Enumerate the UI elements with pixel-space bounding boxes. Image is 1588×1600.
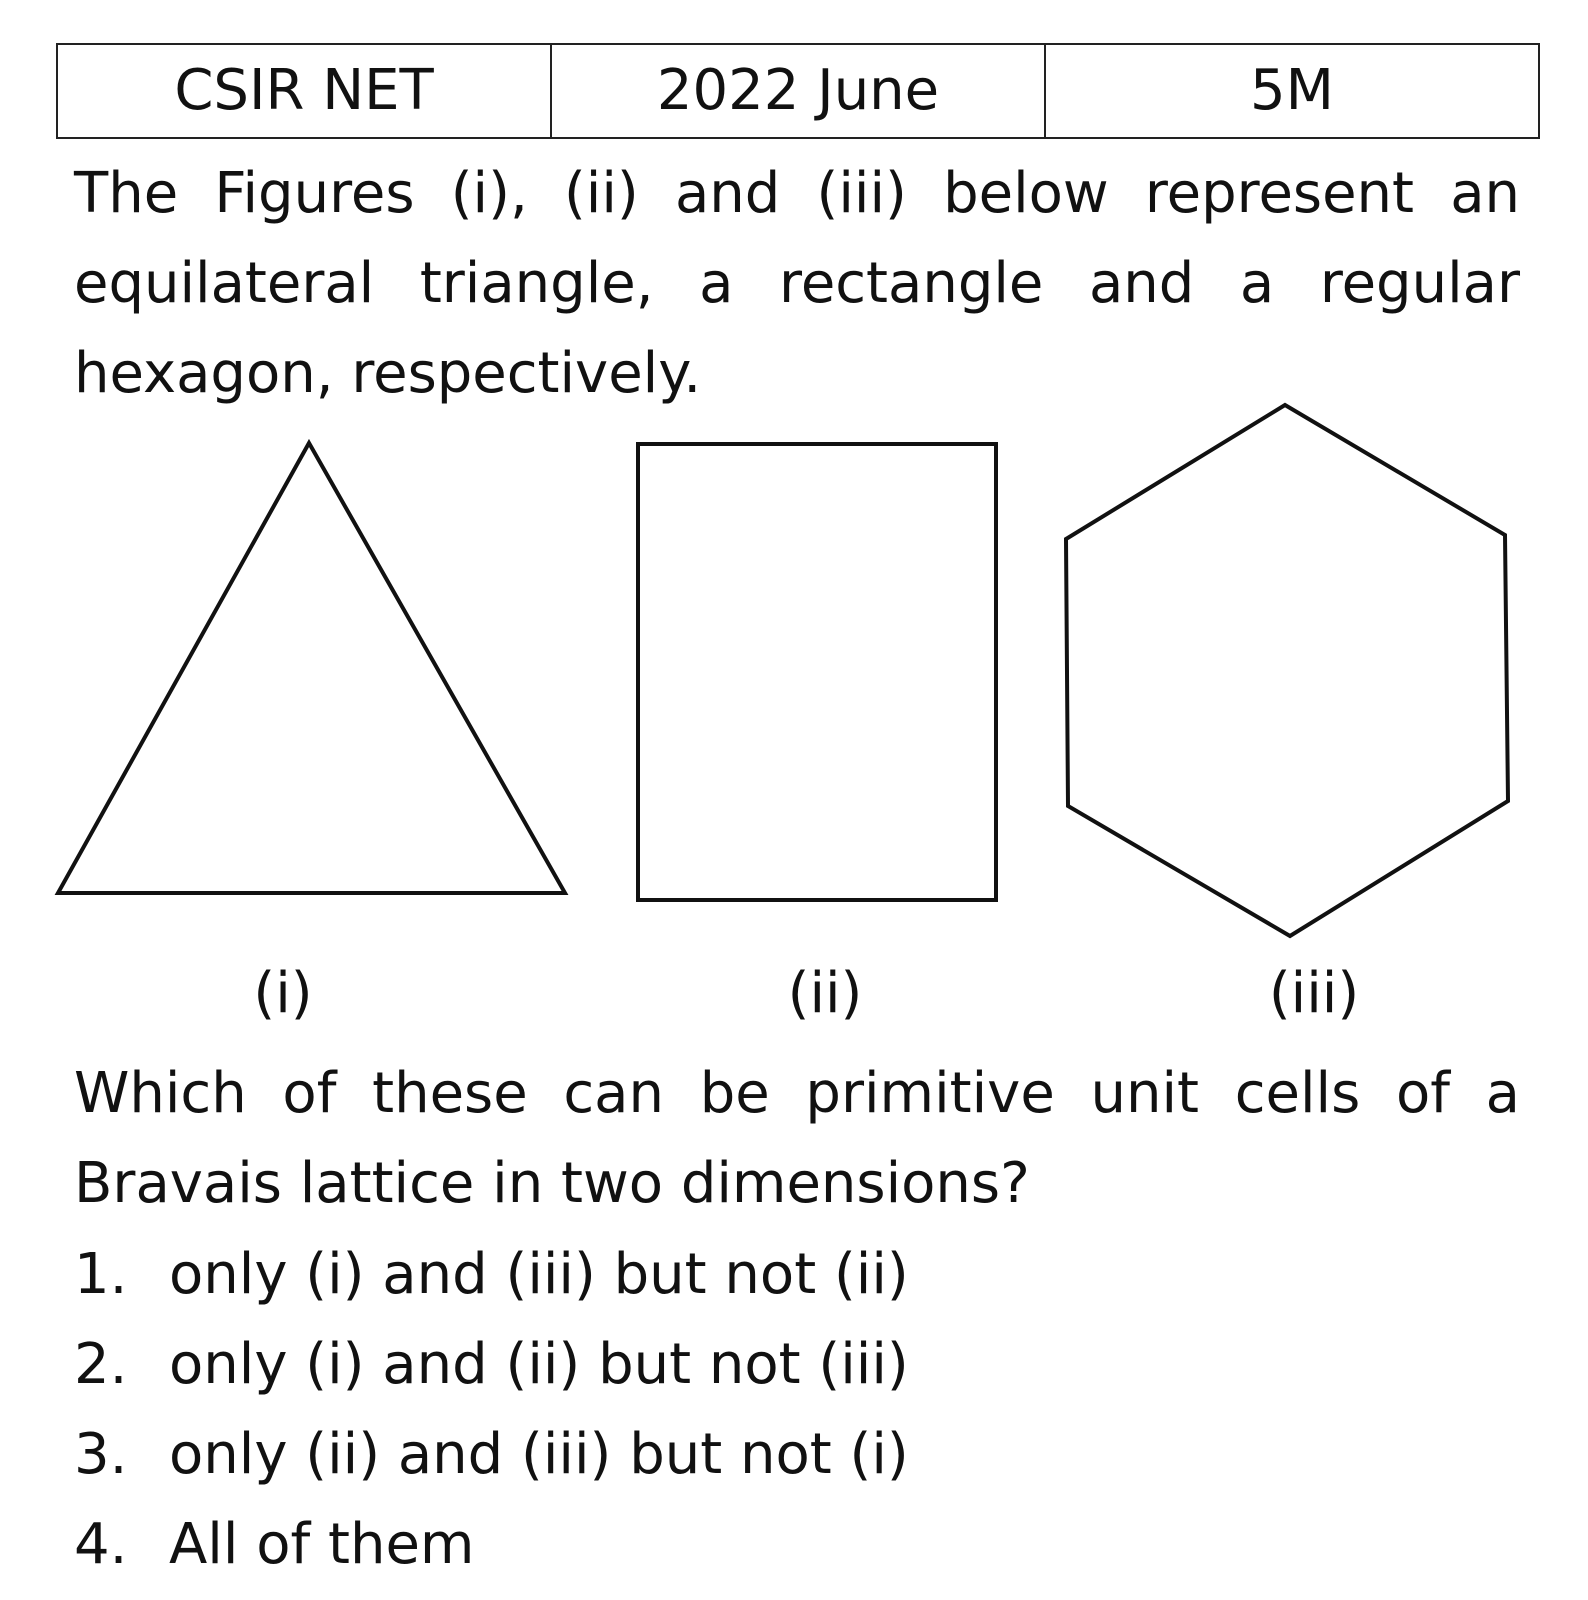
option-text: only (i) and (iii) but not (ii) (169, 1242, 909, 1307)
figure-hexagon (1066, 405, 1508, 936)
answer-option-4[interactable] (74, 1500, 909, 1590)
header-marks: 5M (1045, 44, 1539, 138)
question-ask: Which of these can be primitive unit cells of a Bravais lattice in two dimensions? (74, 1061, 1520, 1216)
figure-rectangle (638, 444, 996, 900)
question-intro: The Figures (i), (ii) and (iii) below represent an equilateral triangle, a rectangle and a regular hexagon, respectively. (74, 161, 1520, 406)
figure-label-iii: (iii) (1268, 961, 1360, 1026)
option-text: only (i) and (ii) but not (iii) (169, 1332, 909, 1397)
option-number: 3. (74, 1422, 128, 1487)
option-text: only (ii) and (iii) but not (i) (169, 1422, 909, 1487)
figure-label-i: (i) (253, 961, 313, 1026)
answer-options (74, 1230, 909, 1590)
answer-option-3[interactable] (74, 1410, 909, 1500)
option-number: 4. (74, 1512, 128, 1577)
option-text: All of them (169, 1512, 475, 1577)
option-number: 2. (74, 1332, 128, 1397)
option-number: 1. (74, 1242, 128, 1307)
answer-option-1[interactable] (74, 1230, 909, 1320)
header-session: 2022 June (551, 44, 1045, 138)
figure-label-ii: (ii) (787, 961, 863, 1026)
figure-triangle (58, 443, 565, 893)
answer-option-2[interactable] (74, 1320, 909, 1410)
header-table (56, 43, 1540, 139)
header-exam: CSIR NET (57, 44, 551, 138)
header-row (57, 44, 1539, 138)
